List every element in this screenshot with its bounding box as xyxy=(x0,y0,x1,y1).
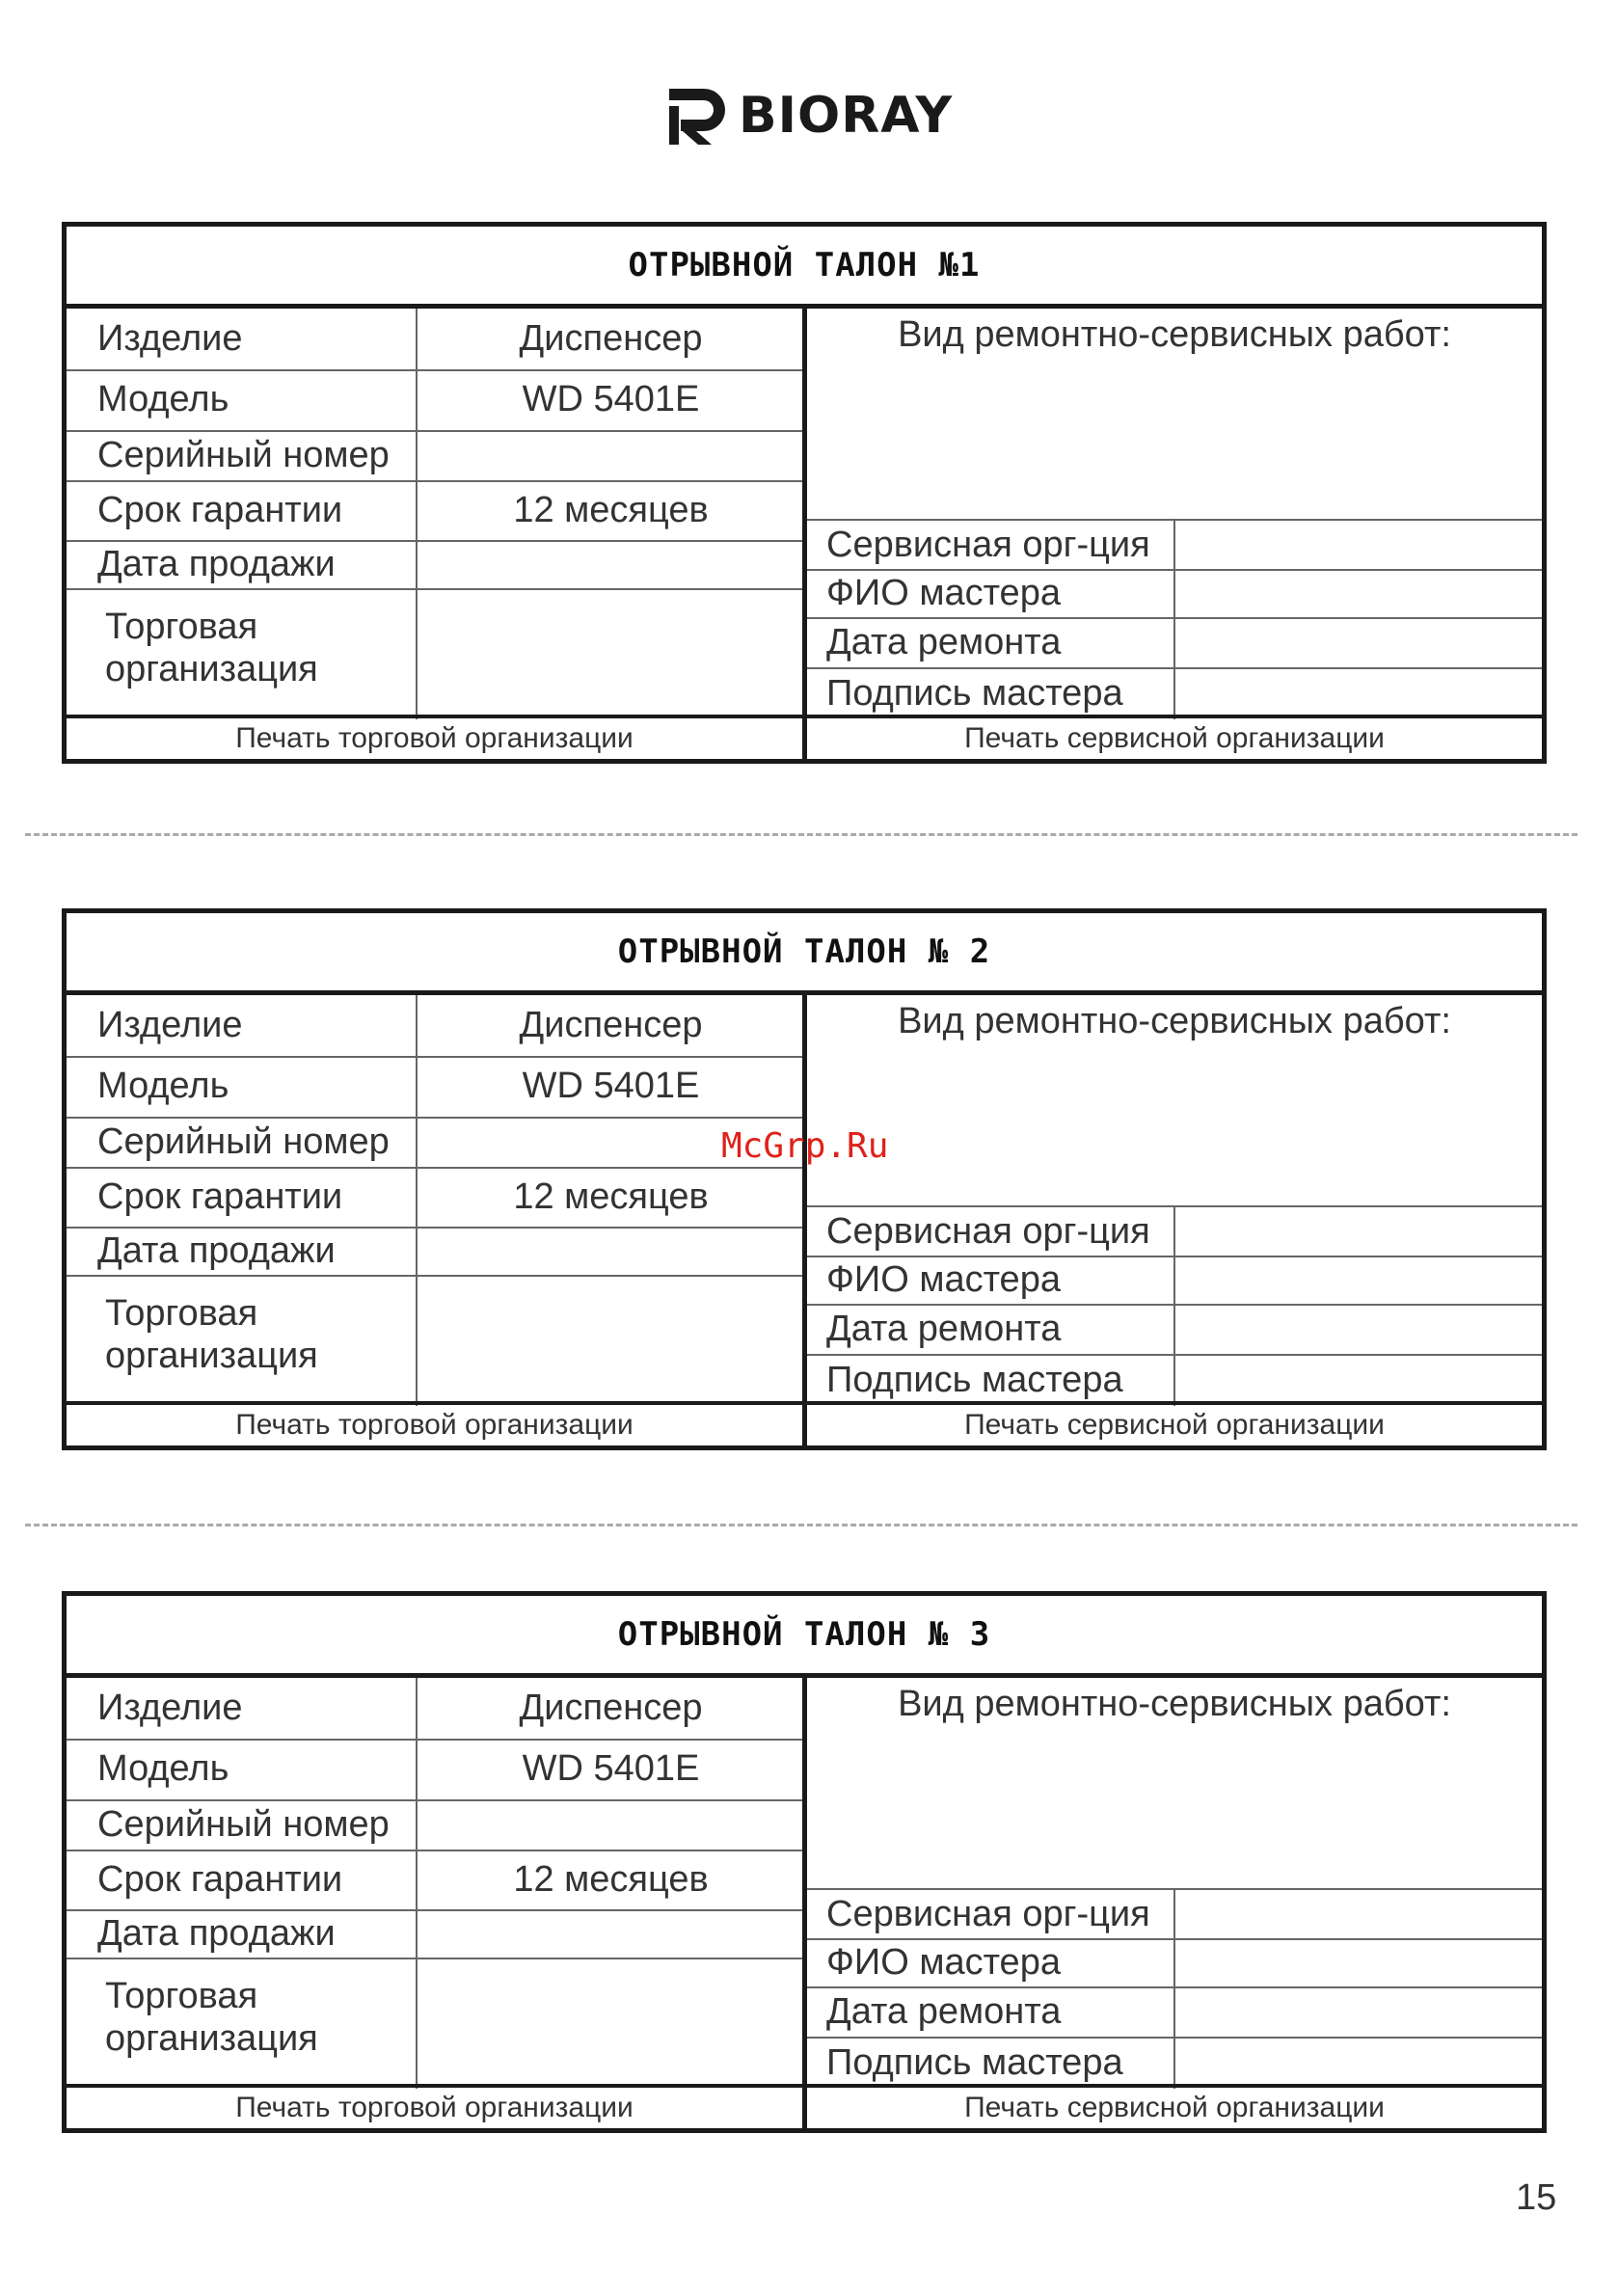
product-label: Изделие xyxy=(67,309,418,369)
trade-stamp-label: Печать торговой организации xyxy=(67,1401,802,1445)
serial-label: Серийный номер xyxy=(67,1799,418,1850)
service-section xyxy=(807,995,1542,1445)
works-label: Вид ремонтно-сервисных работ: xyxy=(807,1678,1542,1890)
model-value: WD 5401E xyxy=(522,379,700,419)
cut-line xyxy=(25,1524,1578,1526)
sale-date-row xyxy=(67,1909,802,1959)
master-name-row xyxy=(807,569,1542,619)
coupon-title: ОТРЫВНОЙ ТАЛОН № 2 xyxy=(67,913,1542,995)
cut-line xyxy=(25,833,1578,836)
sale-date-row xyxy=(67,1227,802,1277)
trade-org-label: Торговая организация xyxy=(67,588,418,719)
service-org-label: Сервисная орг-ция xyxy=(807,1207,1175,1256)
product-row xyxy=(67,309,802,371)
sale-date-value xyxy=(419,540,802,588)
trade-org-value xyxy=(419,1275,802,1406)
product-row xyxy=(67,995,802,1058)
master-name-label: ФИО мастера xyxy=(807,1938,1175,1986)
sale-date-value xyxy=(419,1909,802,1958)
works-label: Вид ремонтно-сервисных работ: xyxy=(807,995,1542,1207)
coupon-1 xyxy=(62,222,1547,764)
serial-row xyxy=(67,430,802,482)
bioray-logo xyxy=(663,77,953,154)
serial-row xyxy=(67,1799,802,1851)
warranty-value: 12 месяцев xyxy=(513,1175,709,1217)
product-row xyxy=(67,1678,802,1741)
master-name-row xyxy=(807,1938,1542,1988)
master-name-label: ФИО мастера xyxy=(807,1256,1175,1304)
coupon-title: ОТРЫВНОЙ ТАЛОН № 3 xyxy=(67,1596,1542,1678)
repair-date-row xyxy=(807,1304,1542,1356)
model-value: WD 5401E xyxy=(522,1748,700,1789)
warranty-label: Срок гарантии xyxy=(67,1167,418,1227)
master-signature-label: Подпись мастера xyxy=(807,1354,1175,1406)
service-org-label: Сервисная орг-ция xyxy=(807,521,1175,569)
warranty-value: 12 месяцев xyxy=(513,489,709,530)
trade-stamp-label: Печать торговой организации xyxy=(67,2084,802,2128)
model-label: Модель xyxy=(67,1739,418,1799)
service-org-row xyxy=(807,1207,1542,1257)
service-stamp-label: Печать сервисной организации xyxy=(807,1401,1542,1445)
model-label: Модель xyxy=(67,1056,418,1117)
warranty-row xyxy=(67,1850,802,1911)
model-row xyxy=(67,369,802,432)
repair-date-label: Дата ремонта xyxy=(807,1304,1175,1354)
watermark: McGrp.Ru xyxy=(721,1126,889,1166)
sale-section xyxy=(67,995,807,1445)
warranty-row xyxy=(67,480,802,542)
service-section xyxy=(807,309,1542,759)
sale-date-label: Дата продажи xyxy=(67,1909,418,1958)
model-value: WD 5401E xyxy=(522,1066,700,1106)
repair-date-row xyxy=(807,1986,1542,2039)
service-stamp-label: Печать сервисной организации xyxy=(807,2084,1542,2128)
trade-org-label: Торговая организация xyxy=(67,1275,418,1406)
coupon-3 xyxy=(62,1591,1547,2133)
master-name-label: ФИО мастера xyxy=(807,569,1175,617)
service-org-row xyxy=(807,521,1542,571)
sale-date-value xyxy=(419,1227,802,1275)
master-signature-row xyxy=(807,667,1542,719)
service-org-row xyxy=(807,1890,1542,1940)
warranty-row xyxy=(67,1167,802,1229)
trade-org-row xyxy=(67,1275,802,1406)
master-name-row xyxy=(807,1256,1542,1306)
sale-section xyxy=(67,309,807,759)
trade-org-label: Торговая организация xyxy=(67,1958,418,2089)
service-section xyxy=(807,1678,1542,2128)
serial-label: Серийный номер xyxy=(67,1117,418,1167)
page-number: 15 xyxy=(1516,2177,1557,2218)
sale-date-label: Дата продажи xyxy=(67,1227,418,1275)
service-org-label: Сервисная орг-ция xyxy=(807,1890,1175,1938)
product-value: Диспенсер xyxy=(519,1688,703,1728)
trade-org-row xyxy=(67,588,802,719)
sale-date-label: Дата продажи xyxy=(67,540,418,588)
coupon-2 xyxy=(62,908,1547,1450)
sale-section xyxy=(67,1678,807,2128)
logo-text: BIORAY xyxy=(739,87,954,145)
service-stamp-label: Печать сервисной организации xyxy=(807,715,1542,759)
trade-org-value xyxy=(419,588,802,719)
sale-date-row xyxy=(67,540,802,590)
bioray-logo-icon xyxy=(663,81,733,150)
model-row xyxy=(67,1056,802,1119)
trade-org-row xyxy=(67,1958,802,2089)
master-signature-label: Подпись мастера xyxy=(807,667,1175,719)
coupon-title: ОТРЫВНОЙ ТАЛОН №1 xyxy=(67,227,1542,309)
master-signature-label: Подпись мастера xyxy=(807,2037,1175,2089)
product-label: Изделие xyxy=(67,1678,418,1739)
warranty-label: Срок гарантии xyxy=(67,480,418,540)
model-row xyxy=(67,1739,802,1801)
serial-row xyxy=(67,1117,802,1169)
model-label: Модель xyxy=(67,369,418,430)
warranty-label: Срок гарантии xyxy=(67,1850,418,1909)
product-value: Диспенсер xyxy=(519,1005,703,1045)
master-signature-row xyxy=(807,1354,1542,1406)
works-label: Вид ремонтно-сервисных работ: xyxy=(807,309,1542,521)
trade-org-value xyxy=(419,1958,802,2089)
trade-stamp-label: Печать торговой организации xyxy=(67,715,802,759)
serial-value xyxy=(419,430,802,480)
serial-label: Серийный номер xyxy=(67,430,418,480)
repair-date-label: Дата ремонта xyxy=(807,1986,1175,2037)
serial-value xyxy=(419,1799,802,1850)
warranty-value: 12 месяцев xyxy=(513,1858,709,1900)
repair-date-row xyxy=(807,617,1542,669)
repair-date-label: Дата ремонта xyxy=(807,617,1175,667)
master-signature-row xyxy=(807,2037,1542,2089)
product-label: Изделие xyxy=(67,995,418,1056)
product-value: Диспенсер xyxy=(519,318,703,359)
